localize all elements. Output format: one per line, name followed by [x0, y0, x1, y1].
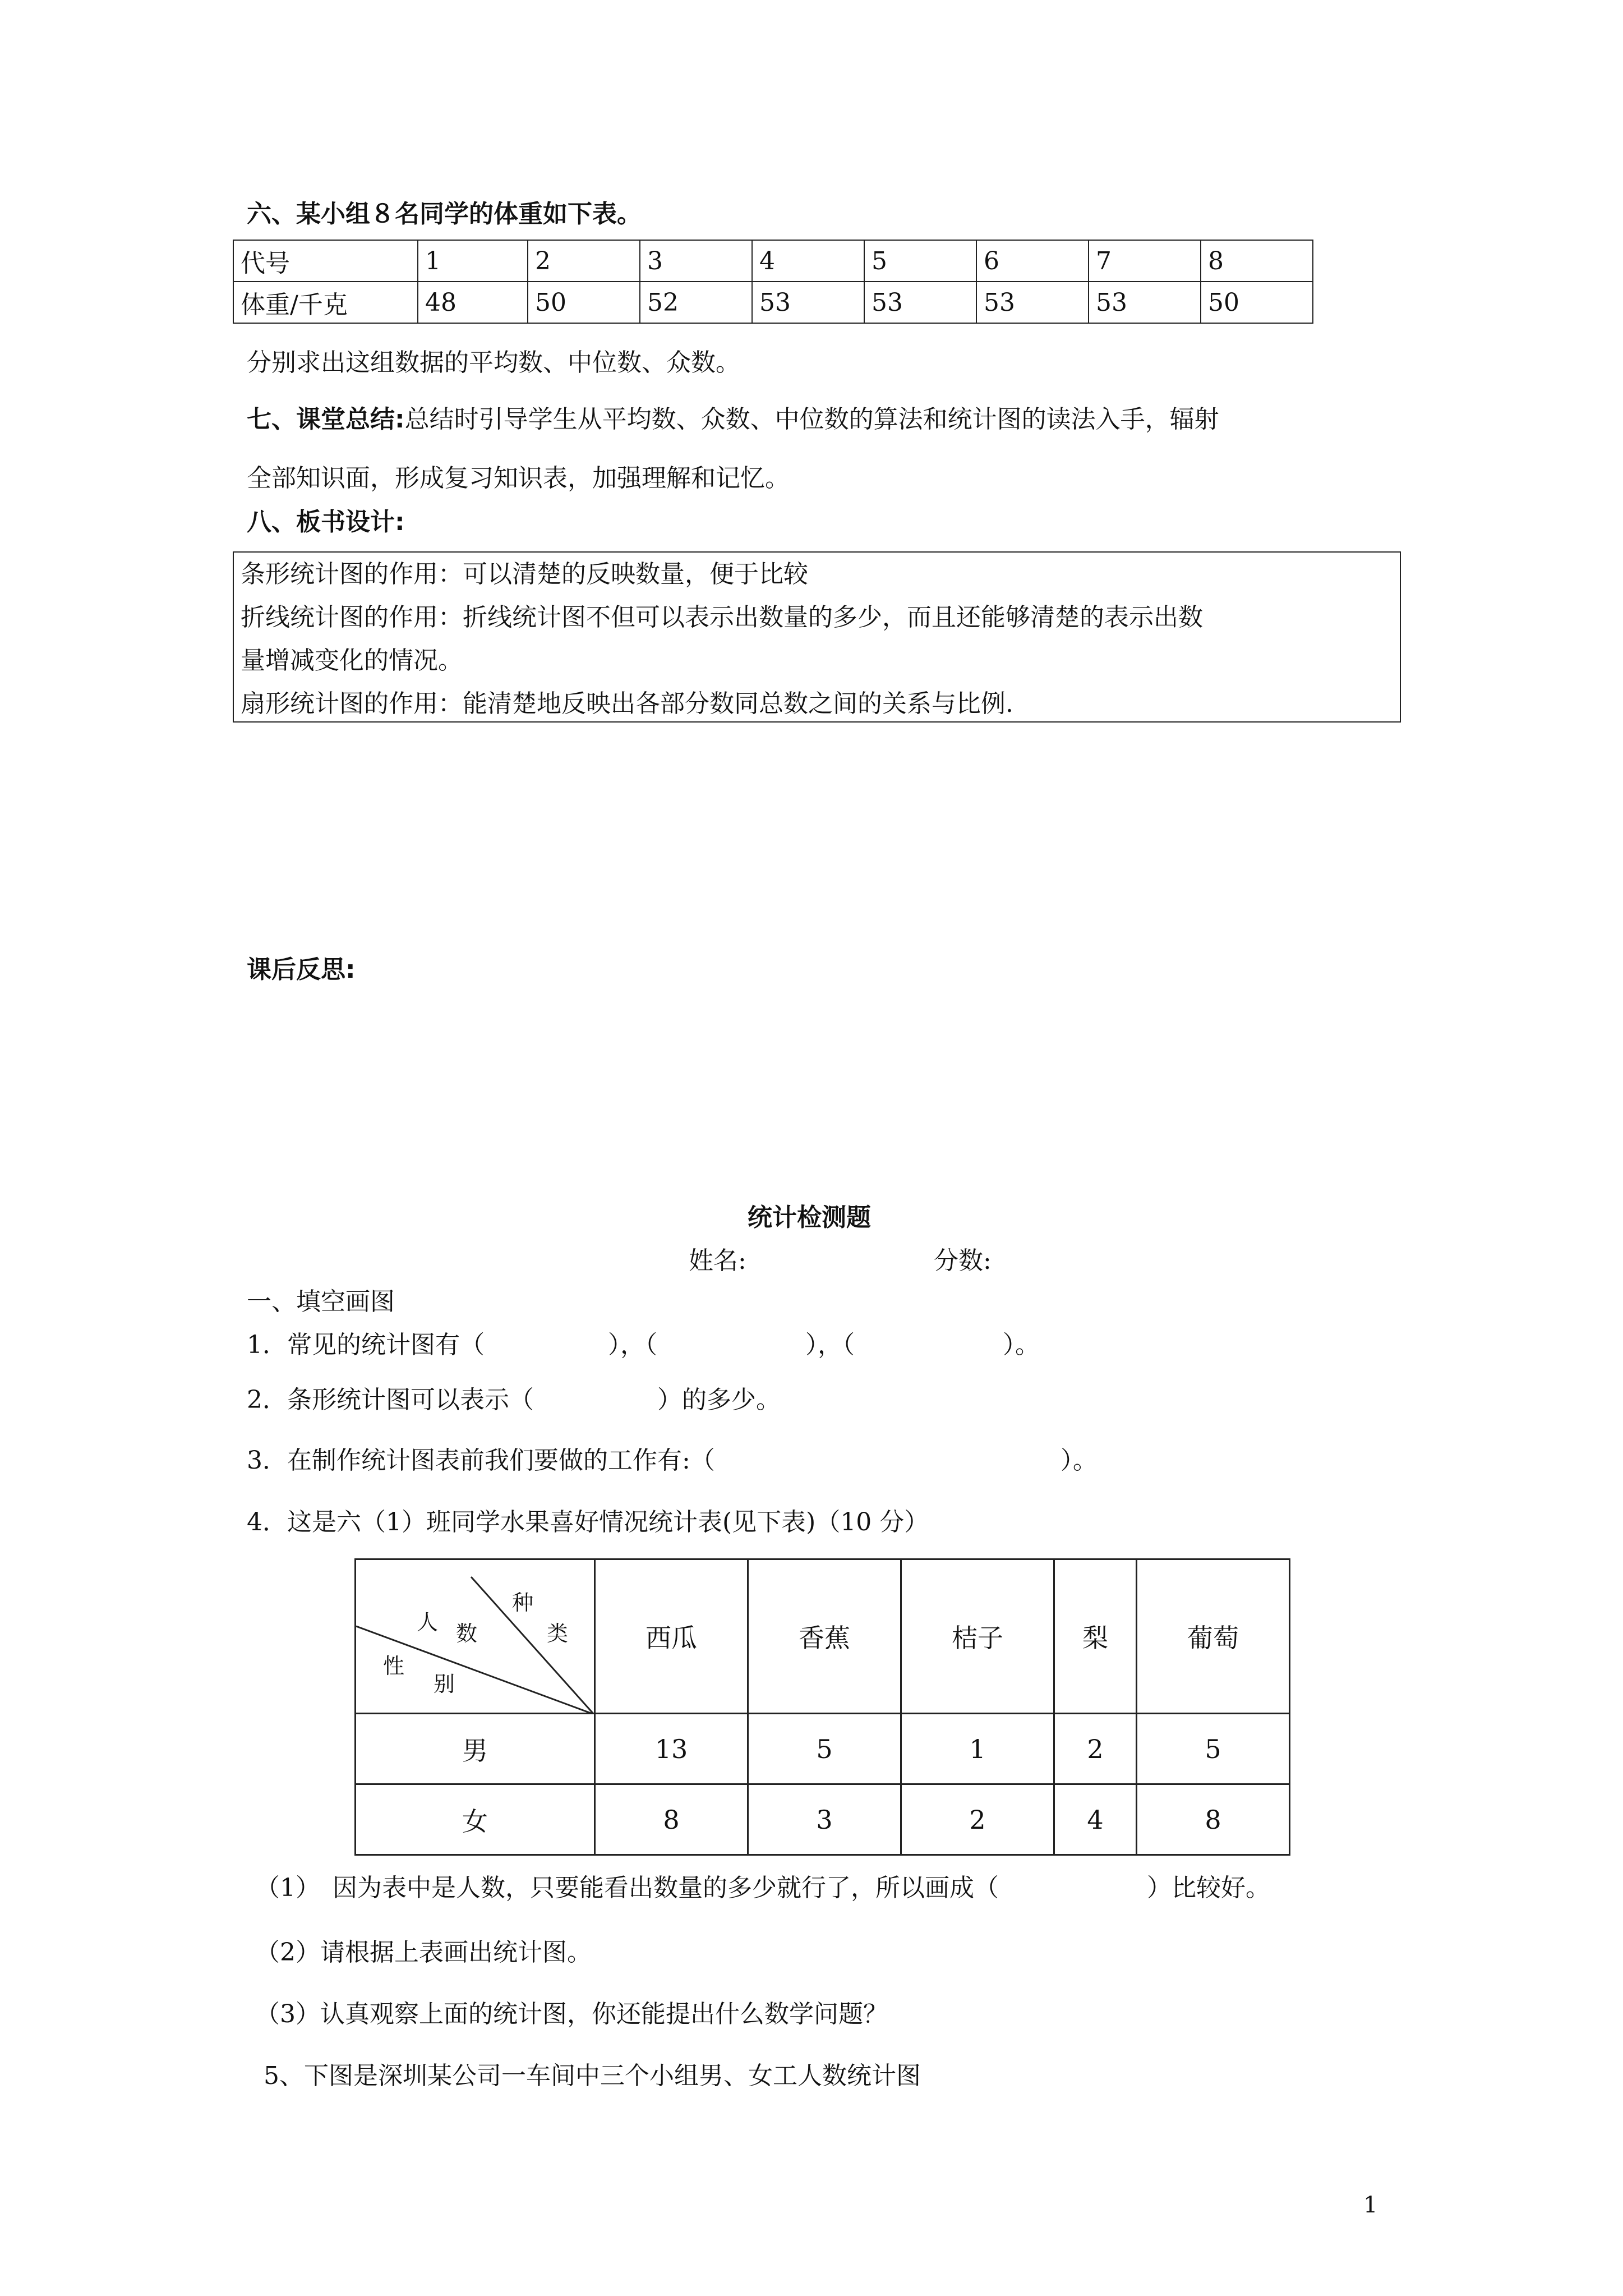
corner-label: 别 [434, 1672, 455, 1696]
table-cell: 5 [1137, 1714, 1290, 1784]
sub-question-1: （1） 因为表中是人数，只要能看出数量的多少就行了，所以画成（ ）比较好。 [255, 1874, 1270, 1902]
section7-heading: 七、课堂总结: [247, 405, 405, 434]
corner-label: 性 [383, 1654, 405, 1678]
table-cell: 代号 [233, 240, 418, 282]
corner-label: 种 [512, 1590, 534, 1615]
table-cell: 8 [1137, 1784, 1290, 1855]
section7-text: 总结时引导学生从平均数、众数、中位数的算法和统计图的读法入手，辐射 [404, 405, 1219, 434]
weight-table [233, 240, 1313, 324]
diagonal-header-cell [356, 1559, 595, 1714]
sub-question-3: （3）认真观察上面的统计图，你还能提出什么数学问题？ [255, 2000, 888, 2028]
table-cell: 7 [1089, 240, 1201, 282]
table-row [356, 1714, 1290, 1784]
table-cell: 50 [1201, 282, 1313, 323]
board-line: 量增减变化的情况。 [241, 646, 463, 675]
question-3: 3．在制作统计图表前我们要做的工作有:（ ）。 [247, 1446, 1098, 1475]
table-row [233, 240, 1313, 282]
question-4: 4．这是六（1）班同学水果喜好情况统计表(见下表)（10 分） [247, 1508, 929, 1536]
board-design-box [233, 551, 1401, 723]
page-number: 1 [1363, 2192, 1378, 2218]
table-cell: 6 [976, 240, 1089, 282]
table-cell: 1 [901, 1714, 1054, 1784]
table-cell: 4 [752, 240, 864, 282]
table-header-cell: 梨 [1054, 1559, 1137, 1714]
table-cell: 52 [640, 282, 752, 323]
table-cell: 2 [901, 1784, 1054, 1855]
section7 [247, 405, 1219, 435]
question-2: 2．条形统计图可以表示（ ）的多少。 [247, 1386, 781, 1414]
corner-label: 人 [417, 1610, 439, 1635]
table-cell: 53 [864, 282, 976, 323]
table-row [356, 1784, 1290, 1855]
corner-label: 类 [547, 1621, 569, 1646]
table-cell: 3 [748, 1784, 901, 1855]
section8-heading: 八、板书设计: [247, 508, 405, 536]
section7-text-line2: 全部知识面，形成复习知识表，加强理解和记忆。 [247, 464, 790, 493]
table-cell: 1 [418, 240, 528, 282]
corner-label: 数 [456, 1621, 478, 1646]
table-cell: 13 [595, 1714, 748, 1784]
table-header-cell: 葡萄 [1137, 1559, 1290, 1714]
test-title: 统计检测题 [748, 1203, 871, 1232]
board-line: 扇形统计图的作用：能清楚地反映出各部分数同总数之间的关系与比例. [241, 689, 1013, 718]
question-5: 5、下图是深圳某公司一车间中三个小组男、女工人数统计图 [264, 2062, 921, 2090]
section6-question: 分别求出这组数据的平均数、中位数、众数。 [247, 348, 740, 377]
table-cell: 50 [528, 282, 640, 323]
table-cell: 8 [1201, 240, 1313, 282]
name-label: 姓名: [689, 1246, 746, 1275]
part1-heading: 一、填空画图 [247, 1287, 395, 1316]
table-cell: 女 [356, 1784, 595, 1855]
table-cell: 男 [356, 1714, 595, 1784]
table-cell: 8 [595, 1784, 748, 1855]
section6-heading: 六、某小组８名同学的体重如下表。 [247, 200, 642, 228]
table-header-cell: 桔子 [901, 1559, 1054, 1714]
table-cell: 53 [752, 282, 864, 323]
table-cell: 体重/千克 [233, 282, 418, 323]
table-cell: 53 [976, 282, 1089, 323]
table-cell: 3 [640, 240, 752, 282]
reflection-heading: 课后反思: [247, 955, 356, 984]
table-row [233, 282, 1313, 323]
table-header-cell: 西瓜 [595, 1559, 748, 1714]
table-header-cell: 香蕉 [748, 1559, 901, 1714]
table-cell: 53 [1089, 282, 1201, 323]
sub-question-2: （2）请根据上表画出统计图。 [255, 1938, 592, 1967]
score-label: 分数: [934, 1246, 992, 1275]
table-cell: 2 [1054, 1714, 1137, 1784]
table-row [356, 1559, 1290, 1714]
table-cell: 5 [748, 1714, 901, 1784]
board-line: 条形统计图的作用：可以清楚的反映数量，便于比较 [241, 560, 808, 588]
table-cell: 2 [528, 240, 640, 282]
table-cell: 5 [864, 240, 976, 282]
table-cell: 4 [1054, 1784, 1137, 1855]
fruit-preference-table [354, 1558, 1290, 1856]
question-1: 1．常见的统计图有（ ），（ ），（ ）。 [247, 1331, 1040, 1359]
board-line: 折线统计图的作用：折线统计图不但可以表示出数量的多少，而且还能够清楚的表示出数 [241, 603, 1203, 632]
table-cell: 48 [418, 282, 528, 323]
